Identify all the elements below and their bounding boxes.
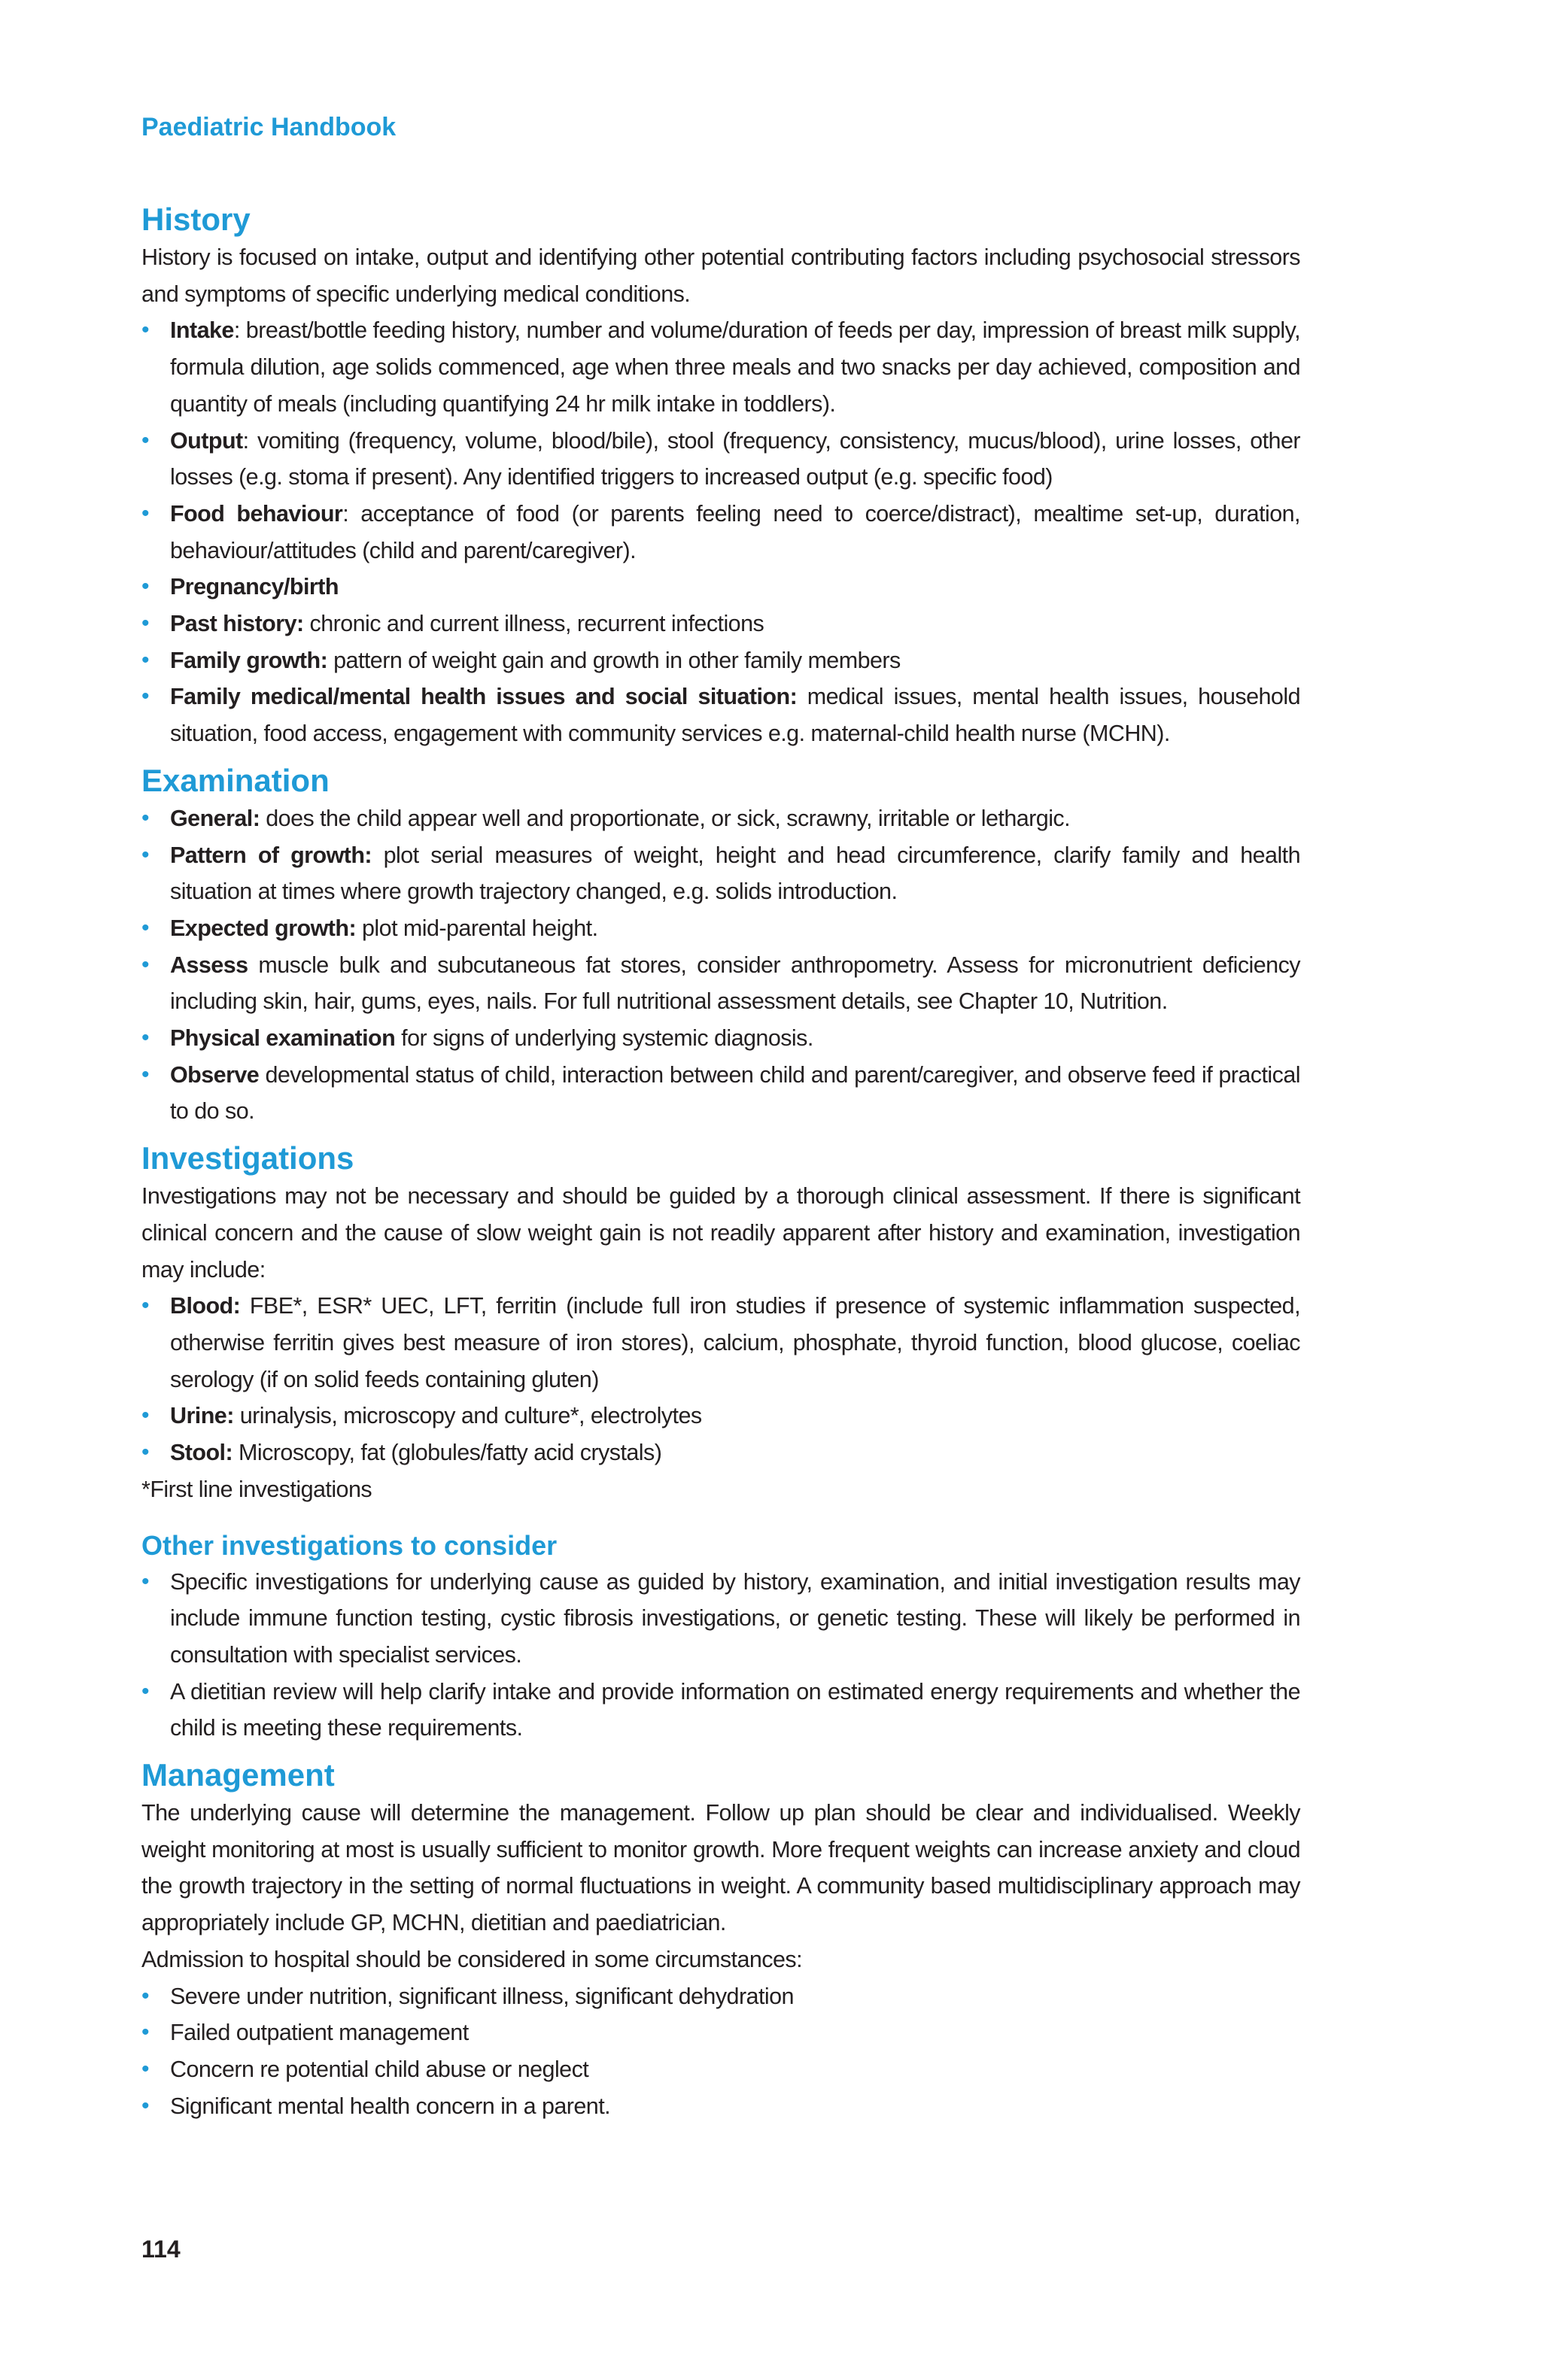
bullet-icon: • [141,915,149,940]
item-label: Output [170,427,243,454]
item-text: does the child appear well and proportionate, or sick, scrawny, irritable or lethargic. [260,805,1071,831]
history-heading: History [141,202,251,237]
admission-intro: Admission to hospital should be considered in some circumstances: [141,1946,803,1972]
bullet-icon: • [141,500,149,526]
bullet-icon: • [141,317,149,343]
list-item [141,1564,1300,1674]
management-intro: The underlying cause will determine the management. Follow up plan should be clear and individualised. Weekly weight monitoring at most is usually sufficient to monitor growth. More frequent weights can increase anxiety and cloud the growth trajectory in the setting of normal fluctuations in weight. A community based multidisciplinary approach may appropriately include GP, MCHN, dietitian and paediatrician. [141,1800,1300,1936]
item-label: Pregnancy/birth [170,574,339,600]
examination-heading: Examination [141,762,330,798]
item-text: Significant mental health concern in a parent. [170,2093,611,2119]
item-label: Food behaviour [170,500,343,527]
history-list [141,312,1300,751]
bullet-icon: • [141,805,149,830]
item-label: Intake [170,317,234,344]
item-label: Past history: [170,611,304,637]
item-label: Pattern of growth: [170,842,372,868]
other-investigations-section [141,1528,1300,1747]
item-text: Severe under nutrition, significant illness, significant dehydration [170,1983,794,2009]
item-text: : breast/bottle feeding history, number and volume/duration of feeds per day, impression of breast milk supply, formula dilution, age solids commenced, age when three meals and two snacks per day achieved, composition and quantity of meals (including quantifying 24 hr milk intake in toddlers). [170,317,1300,417]
item-text: developmental status of child, interaction between child and parent/caregiver, and observe feed if practical to do so. [170,1061,1300,1125]
item-label: Stool: [170,1440,233,1466]
bullet-icon: • [141,2056,149,2081]
item-label: Urine: [170,1403,234,1429]
bullet-icon: • [141,1403,149,1428]
list-item [141,910,1300,947]
item-text: pattern of weight gain and growth in other family members [327,647,901,673]
item-text: Microscopy, fat (globules/fatty acid crystals) [233,1440,662,1466]
bullet-icon: • [141,1568,149,1594]
item-text: Specific investigations for underlying cause as guided by history, examination, and initial investigation results may include immune function testing, cystic fibrosis investigations, or genetic testing. These will likely be performed in consultation with specialist services. [170,1568,1300,1668]
item-text: Concern re potential child abuse or neglect [170,2056,589,2082]
item-label: Physical examination [170,1025,396,1052]
admission-list [141,1978,1300,2125]
item-label: Observe [170,1061,260,1088]
item-text: medical issues, mental health issues, household situation, food access, engagement with community services e.g. maternal-child health nurse (MCHN). [170,684,1300,747]
bullet-icon: • [141,1440,149,1465]
page-content [141,200,1300,2133]
bullet-icon: • [141,842,149,867]
management-section [141,1756,1300,2124]
item-label: General: [170,805,260,831]
item-text: Failed outpatient management [170,2020,469,2046]
item-text: A dietitian review will help clarify intake and provide information on estimated energy requirements and whether the child is meeting these requirements. [170,1678,1300,1741]
running-head: Paediatric Handbook [141,113,397,141]
list-item [141,423,1300,496]
investigations-heading: Investigations [141,1140,354,1176]
examination-list [141,800,1300,1130]
list-item [141,837,1300,910]
list-item [141,1978,1300,2015]
list-item [141,1057,1300,1130]
list-item [141,496,1300,569]
management-heading: Management [141,1757,335,1793]
list-item [141,1434,1300,1471]
investigations-footnote: *First line investigations [141,1476,372,1502]
list-item [141,642,1300,679]
investigations-list [141,1288,1300,1471]
bullet-icon: • [141,1025,149,1051]
list-item [141,2051,1300,2088]
history-intro: History is focused on intake, output and identifying other potential contributing factors including psychosocial stressors and symptoms of specific underlying medical conditions. [141,244,1300,307]
item-label: Blood: [170,1293,241,1319]
bullet-icon: • [141,1983,149,2008]
item-text: chronic and current illness, recurrent infections [303,611,764,637]
item-text: : vomiting (frequency, volume, blood/bile), stool (frequency, consistency, mucus/blood), urine losses, other losses (e.g. stoma if present). Any identified triggers to increased output (e.g. specific food) [170,427,1300,490]
list-item [141,1288,1300,1398]
bullet-icon: • [141,952,149,977]
investigations-intro: Investigations may not be necessary and should be guided by a thorough clinical assessment. If there is significant clinical concern and the cause of slow weight gain is not readily apparent after history and examination, investigation may include: [141,1183,1300,1283]
item-label: Expected growth: [170,915,357,941]
list-item [141,678,1300,751]
bullet-icon: • [141,611,149,636]
page-number: 114 [141,2236,181,2263]
list-item [141,606,1300,642]
list-item [141,800,1300,837]
item-label: Assess [170,952,248,978]
item-text: plot serial measures of weight, height and head circumference, clarify family and health situation at times where growth trajectory changed, e.g. solids introduction. [170,842,1301,905]
list-item [141,569,1300,606]
investigations-section [141,1139,1300,1507]
spacer [141,1517,1300,1528]
bullet-icon: • [141,1061,149,1087]
list-item [141,1020,1300,1057]
bullet-icon: • [141,2020,149,2045]
history-section [141,200,1300,752]
other-investigations-heading: Other investigations to consider [141,1529,558,1561]
item-text: muscle bulk and subcutaneous fat stores, consider anthropometry. Assess for micronutrient deficiency including skin, hair, gums, eyes, nails. For full nutritional assessment details, see Chapter 10, Nutrition. [170,952,1300,1015]
item-text: FBE*, ESR* UEC, LFT, ferritin (include full iron studies if presence of systemic inflammation suspected, otherwise ferritin gives best measure of iron stores), calcium, phosphate, thyroid function, blood glucose, coeliac serology (if on solid feeds containing gluten) [170,1293,1300,1392]
bullet-icon: • [141,1293,149,1319]
other-investigations-list [141,1564,1300,1747]
bullet-icon: • [141,1678,149,1704]
item-text: : acceptance of food (or parents feeling need to coerce/distract), mealtime set-up, duration, behaviour/attitudes (child and parent/caregiver). [170,500,1300,563]
list-item [141,947,1300,1020]
bullet-icon: • [141,684,149,709]
item-text: for signs of underlying systemic diagnosis. [395,1025,813,1052]
list-item [141,1674,1300,1747]
list-item [141,2088,1300,2125]
bullet-icon: • [141,647,149,672]
bullet-icon: • [141,427,149,453]
list-item [141,312,1300,422]
bullet-icon: • [141,2093,149,2118]
list-item [141,2014,1300,2051]
list-item [141,1398,1300,1434]
item-text: urinalysis, microscopy and culture*, electrolytes [233,1403,702,1429]
item-label: Family medical/mental health issues and social situation: [170,684,798,710]
item-text: plot mid-parental height. [356,915,598,941]
item-label: Family growth: [170,647,328,673]
examination-section [141,761,1300,1130]
bullet-icon: • [141,574,149,600]
